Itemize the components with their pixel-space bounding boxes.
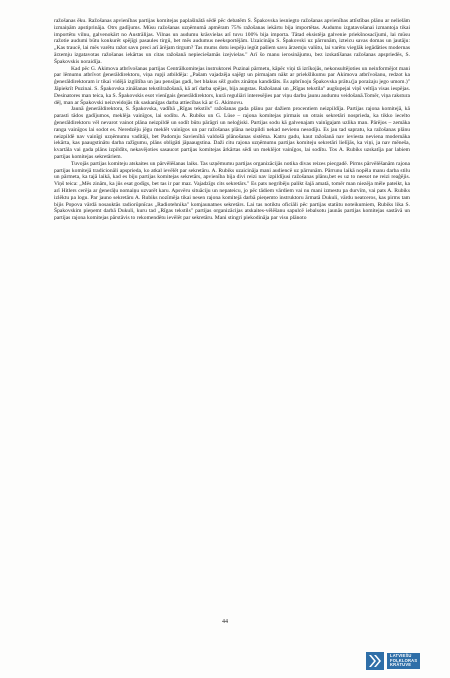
paragraph-2: Kad pēc G. Akimova atbrīvošanas partijas Centrālkomitejas instruktorei Puzinai pārmetu, kāpēc viņi tā izrīkojās, nekonsultējoties un neinformējot mani par lēmumu atbrīvot ģenerāldirektoru, viņa rupji atbildēja: „Pašam vajadzēja sajēgt un pirmajam nākt ar priekšlikumu par Akimova atbrīvošanu, redzot ka ģenerāldirektoram ir tikai vidējā izglītība un jau pensijas gadi, bet blakus sēž gudrs zinātņu kandidāts. Es apbrīnoju Špakovska prātu.(ja porażaju jego umom.)" Jāpiekrīt Puzinai. S. Špakovska zināšanas tekstilražošanā, kā arī darba spējas, bija augstas. Ražošanai un „Rīgas tekstila" augšupejai viņš veltīja visas iespējas. Desinatores man teica, ka S. Špakovskis esot vienīgais ģenerāldirektors, kurā reguliāri interesējies par viņu darbu jaunu audumu veidošanā.Tomēr, viņa rakstura dēļ, man ar Špakovski neizveidojās tik saskanīgas darba attiecības kā ar G. Akimovu. — [54, 65, 410, 106]
paragraph-1: ražošanas ēku. Ražošanas apvienības partijas komitejas paplašinātā sēdē pēc debatēm S. Špakovska iesniegto ražošanas apvienības attīstības plānu ar nelielām izmaiņām apstiprināja. Otrs gadījums. Mūsu ražošanas uzņēmumā apmēram 75% ražošanas iekārtu bija importētas. Audumu izgatavošanai izmantoja tikai importētu vilnu, galvenokārt no Austrālijas. Vilnas un audumu krāsvielas arī tuvu 100% bija importa. Tātad eksistēja galvenie priekšnosacījumi, lai mūsu ražotie audumi būtu konkurēt spējīgi pasaules tirgū, bet mēs audumus neeksportējām. Uzaicināju S. Špakovski uz pārrunām, izteicu savas domas un jautāju: „Kas traucē, lai mēs varētu ražot savu preci arī ārējam tirgum? Tas mums dotu iespēju iegūt pašiem savu ārzemju valūtu, lai varētu vieglāk iegādāties modernas ārzemju izgatavotas ražošanas iekārtas un citas ražošanā nepieciešamās izejvielas." Arī šo manu ierosinājumu, bez izskatīšanas ražošanas apspriedēs, S. Špakovskis noraidīja. — [54, 18, 410, 65]
archive-logo-icon — [366, 652, 384, 670]
archive-logo — [366, 650, 436, 672]
logo-line-2: FOLKLORAS — [390, 657, 418, 663]
paragraph-3: Jaunā ģenerāldirektora, S. Špakovska, vadībā „Rīgas tekstils" ražošanas gada plānu par dažiem procentiem neizpildīja. Partijas rajona komitejā, kā parasti tādos gadījumos, meklēja vainīgos, lai sodītu. A. Rubiks un G. Lūse – rajona komitejas pirmais un otrais sekretāri nosprieda, ka tikko iecelto ģenerāldirektoru vēl nevarot vainot plāna neizpildē un sodīt būtu pārāgri un neloģiski. Partijas sodu kā galvenajam vainīgajam uzlika man. Pārējos – zemāka ranga vainīgos lai sodot es. Neredzēju jēgu meklēt vainīgos un par ražošanas plāna neizpildi nekad nevienu nesodīju. Es jau tad sapratu, ka ražošanas plānu neizpildē nav vainīgi uzņēmumu vadītāji, bet Padomju Savienībā valdošā plānošanas sistēma. Katru gadu, kaut ražošanā nav ieviesta neviena modernāka iekārta, kas paaugstinātu darba ražīgumu, plāns obligāti jāpaaugstina. Daži citu rajona uzņēmumu partijas komiteju sekretāri lielījās, ka viņi, ja nav mēneša, kvartāla vai gada plāns izpildīts, nekavējoties sasaucot partijas komitejas ārkārtas sēdi un meklējot vainīgos, lai sodītu. Tos A. Rubiks uzskatīja par labiem partijas komitejas sekretāriem. — [54, 106, 410, 160]
logo-line-1: LATVIEŠU — [390, 652, 412, 658]
paragraph-4: Tuvojās partijas komiteju atskaites un pārvēlēšanas laiks. Tas uzņēmumu partijas organizācijās notika divas reizes piecgadē. Pirms pārvēlēšanām rajona partijas komitejā tradicionāli apsprieda, ko atkal ievēlēt par sekretāru. A. Rubiks uzaicināja mani audiencē uz pārrunām. Pārrunu laikā nopēla manu darba stilu un pārmeta, ka tajā laikā, kad es biju partijas komitejas sekretārs, apvienība bija divi reizi nav izpildījusi ražošanas plānu,bet es uz to neesot ne reizi reaģējis. Viņš teica: „Mēs zinām, ka jūs esat godīgs, bet tas ir par maz. Vajadzīgs cits sekretārs." Es pats negribēju palikt šajā amatā, tomēr man niezēja mēle pateikt, ka arī Hitlers cerēja ar ģenerāļu nomaiņu uzvarēt karu. Apsvēru situāciju un nepateicu, jo pēc tādiem vārdiem vai nu mani izmestu pa durvīm, vai pats A. Rubiks izlēktu pa logu. Par jauno sekretāru A. Rubiks nozīmēja tikai nesen rajona komitejā darbā pieņemto instruktoru ārmatā Dukuli, vārdu neatceros, kas pirms tam bijis Popova vārdā nosauktās radiorūpnīcas „Radiotehnika" komjaunatnes sekretārs. Lai tas notiktu oficiāli pēc partijas statūtu noteikumiem, Rubiks lika S. Špakovskim pieņemt darbā Dukuli, kuru tad „Rīgas tekstils" partijas organizācijas atskaites-vēlēšanu sapulcē iebalsotu jaunās partijas komitejas sastāvā un partijas rajona komitejas pārstāvis to rekomendētu ievēlēt par sekretāru. Mani stingri piekodināja par visu plānoto — [54, 160, 410, 222]
logo-line-3: KRĀTUVE — [390, 662, 412, 668]
archive-logo-text — [387, 653, 420, 669]
page-number: 44 — [222, 619, 228, 625]
body-text — [54, 18, 410, 222]
